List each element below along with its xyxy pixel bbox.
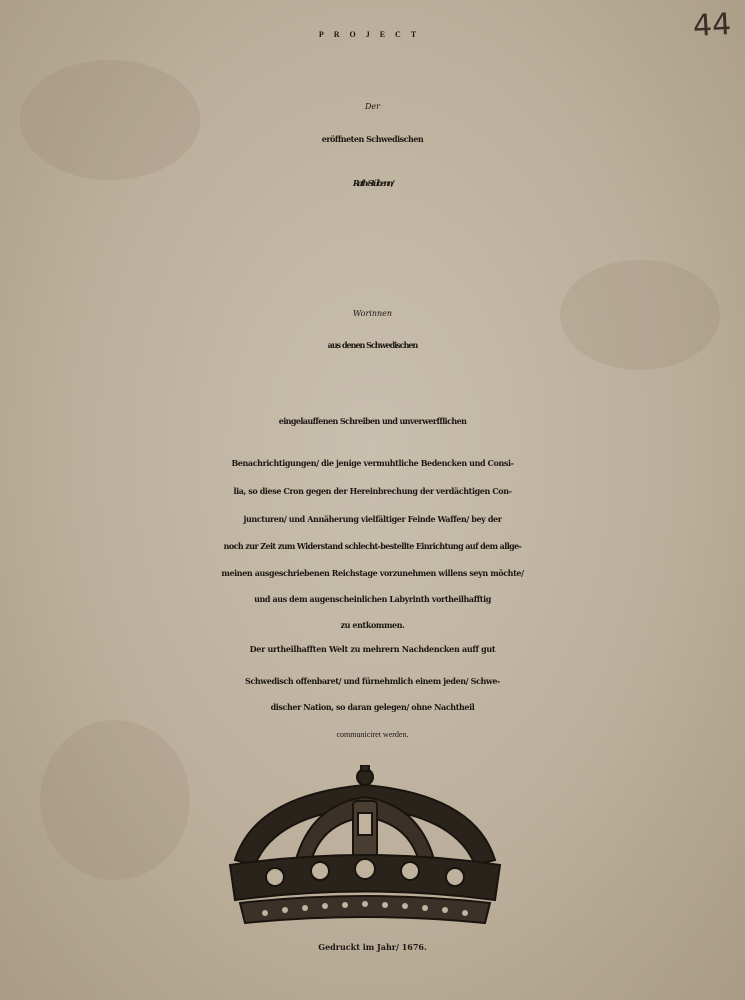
body-line: Benachrichtigungen/ die jenige vermuhtliche Bedencken und Consi-: [231, 458, 514, 468]
paper-stain: [20, 60, 200, 180]
body-line: lia, so diese Cron gegen der Hereinbrechung der verdächtigen Con-: [233, 486, 512, 496]
title-rath-stuben: Rath-Stübenn/: [352, 177, 393, 189]
body-line: meinen ausgeschriebenen Reichstage vorzunehmen willens seyn möchte/: [221, 568, 524, 578]
dedication-line: Schwedisch offenbaret/ und fürnehmlich einem jeden/ Schwe-: [245, 676, 500, 686]
title-eroeffneten: eröffneten Schwedischen: [321, 134, 424, 144]
title-eingelauffenen: eingelauffenen Schreiben und unverwerfflichen: [278, 416, 467, 426]
body-line: noch zur Zeit zum Widerstand schlecht-bestellte Einrichtung auf dem allge-: [223, 541, 522, 551]
body-line: zu entkommen.: [340, 620, 405, 630]
paper-stain: [40, 720, 190, 880]
title-project: PROJECT: [318, 30, 427, 39]
crown-icon: [215, 765, 515, 935]
title-worinnen: Worinnen: [352, 309, 393, 318]
body-line: und aus dem augenscheinlichen Labyrinth vortheilhafftig: [254, 594, 491, 604]
title-aus-denen: aus denen Schwedischen: [327, 340, 418, 350]
dedication-line: communiciret werden.: [336, 730, 409, 739]
body-line: juncturen/ und Annäherung vielfältiger Feinde Waffen/ bey der: [243, 514, 502, 524]
dedication-line: discher Nation, so daran gelegen/ ohne Nachtheil: [270, 702, 475, 712]
title-der: Der: [365, 102, 380, 111]
dedication-line: Der urtheilhafften Welt zu mehrern Nachdencken auff gut: [249, 644, 496, 654]
shelf-mark: 44: [691, 7, 732, 44]
imprint: Gedruckt im Jahr/ 1676.: [318, 942, 427, 952]
